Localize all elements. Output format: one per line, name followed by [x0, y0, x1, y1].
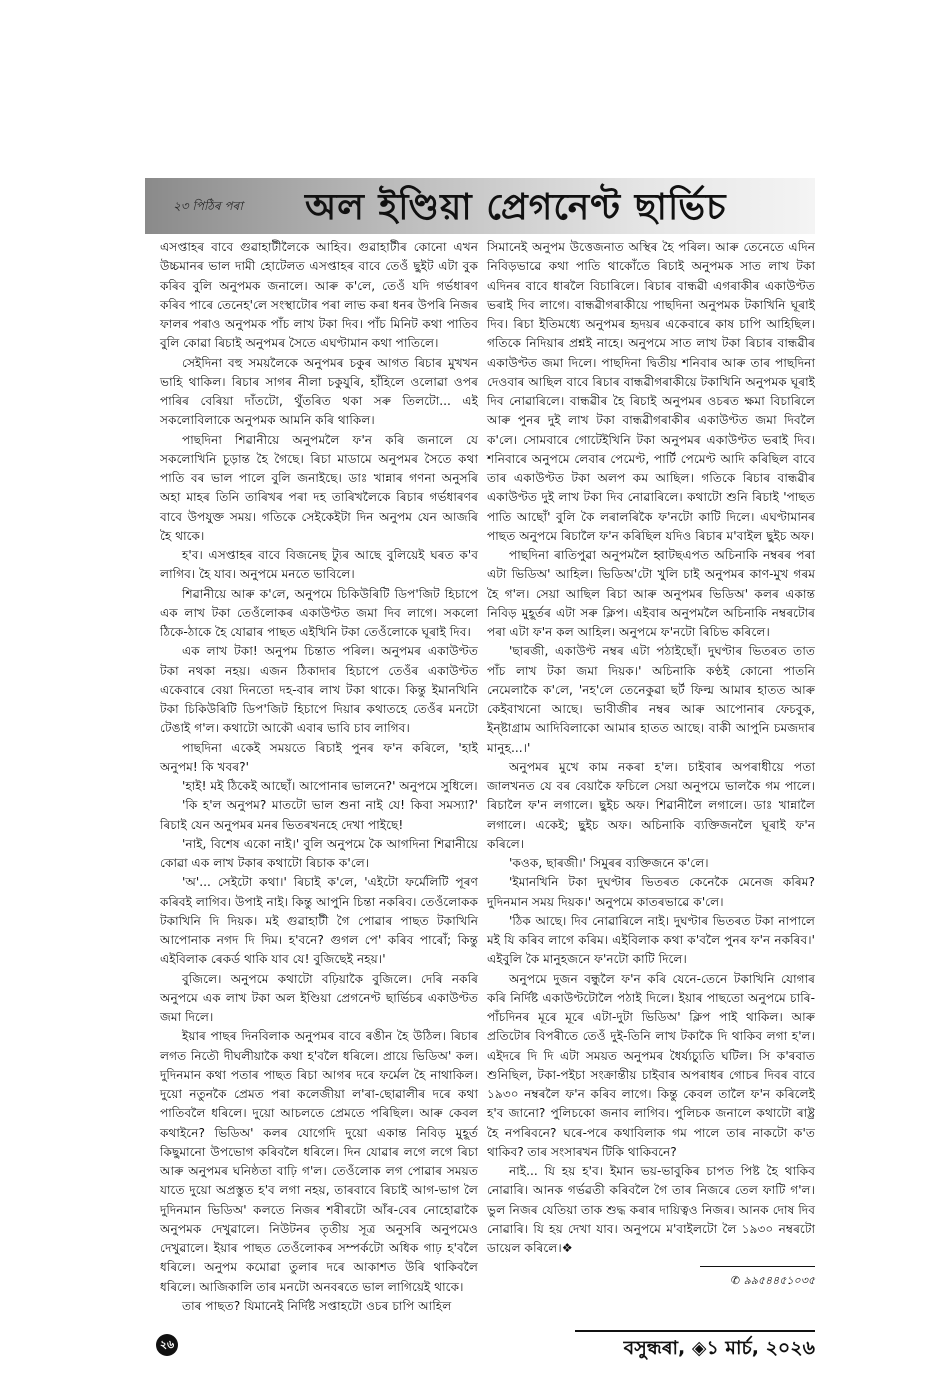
- paragraph: ইয়াৰ পাছৰ দিনবিলাক অনুপমৰ বাবে ৰঙীন হৈ উঠিল। ৰিচাৰ লগত নিতৌ দীঘলীয়াকৈ কথা হ'বলৈ ধৰিলে। প্ৰায়ে ভিডিঅ' কল। দুদিনমান কথা পতাৰ পাছত ৰিচা আগৰ দৰে ফৰ্মেল হৈ নাথাকিল। দুয়ো নতুনকৈ প্ৰেমত পৰা কলেজীয়া ল'ৰা-ছোৱালীৰ দৰে কথা পাতিবলৈ ধৰিলে। দুয়ো আচলতে প্ৰেমতে পৰিছিল। আৰু কেবল কথাইনে? ভিডিঅ' কলৰ যোগেদি দুয়ো একান্ত নিবিড় মুহূৰ্ত কিছুমানো উপভোগ কৰিবলৈ ধৰিলে। দিন যোৱাৰ লগে লগে ৰিচা আৰু অনুপমৰ ঘনিষ্ঠতা বাঢ়ি গ'ল। তেওঁলোক লগ পোৱাৰ সময়ত যাতে দুয়ো অপ্ৰস্তুত হ'ব লগা নহয়, তাৰবাবে ৰিচাই আগ-ভাগ লৈ দুদিনমান ভিডিঅ' কলতে নিজৰ শৰীৰটো আঁৰ-বেৰ নোহোৱাকৈ অনুপমক দেখুৱালে। নিউটনৰ তৃতীয় সূত্ৰ অনুসৰি অনুপমেও দেখুৱালে। ইয়াৰ পাছত তেওঁলোকৰ সম্পৰ্কটো অধিক গাঢ় হ'বলৈ ধৰিলে। অনুপম কমোৱা তুলাৰ দৰে আকাশত উৰি থাকিবলৈ ধৰিলে। আজিকালি তাৰ মনটো অনবৰতে ভাল লাগিয়েই থাকে।: [160, 1029, 478, 1294]
- article-body: [160, 238, 815, 1316]
- paragraph: পাছদিনা শিৱানীয়ে অনুপমলৈ ফ'ন কৰি জনালে যে সকলোখিনি চূড়ান্ত হৈ গৈছে। ৰিচা মাডামে অনুপমৰ সৈতে কথা পাতি বৰ ভাল পালে বুলি জনাইছে। ডাঃ খান্নাৰ গণনা অনুসৰি অহা মাহৰ তিনি তাৰিখৰ পৰা দহ তাৰিখলৈকে ৰিচাৰ গৰ্ভধাৰণৰ বাবে উপযুক্ত সময়। গতিকে সেইকেইটা দিন অনুপম যেন আজৰি হৈ থাকে।: [160, 432, 478, 543]
- signature-block: [487, 1266, 815, 1289]
- footer-right: [575, 1330, 815, 1360]
- author-contact: ✆ ৯৯৫৪৪৫১০৩৫: [730, 1274, 815, 1288]
- paragraph: নাই... যি হয় হ'ব। ইমান ভয়-ভাবুকিৰ চাপত পিষ্ট হৈ থাকিব নোৱাৰি। আনক গৰ্ভৱতী কৰিবলৈ গৈ তাৰ নিজৰে তেল ফাটি গ'ল। ভুল নিজৰ যেতিয়া তাক শুদ্ধ কৰাৰ দায়িত্বও নিজৰ। আনক দোষ দিব নোৱাৰি। যি হয় দেখা যাব। অনুপমে ম'বাইলটো লৈ ১৯৩০ নম্বৰটো ডায়েল কৰিলে।❖: [487, 1164, 815, 1255]
- signature-divider: [700, 1266, 815, 1267]
- paragraph: সিমানেই অনুপম উত্তেজনাত অস্থিৰ হৈ পৰিল। আৰু তেনেতে এদিন নিবিড়ভাৱে কথা পাতি থাকোঁতে ৰিচাই অনুপমক সাত লাখ টকা এদিনৰ বাবে ধাৰলৈ বিচাৰিলে। ৰিচাৰ বান্ধৱী এগৰাকীৰ একাউণ্টত ভৰাই দিব লাগে। বান্ধৱীগৰাকীয়ে পাছদিনা অনুপমক টকাখিনি ঘূৰাই দিব। ৰিচা ইতিমধ্যে অনুপমৰ হৃদয়ৰ একেবাৰে কাষ চাপি আহিছিল। গতিকে নিদিয়াৰ প্ৰশ্নই নাহে। অনুপমে সাত লাখ টকা ৰিচাৰ বান্ধৱীৰ একাউণ্টত জমা দিলে। পাছদিনা দ্বিতীয় শনিবাৰ আৰু তাৰ পাছদিনা দেওবাৰ আছিল বাবে ৰিচাৰ বান্ধৱীগৰাকীয়ে টকাখিনি অনুপমক ঘূৰাই দিব নোৱাৰিলে। বান্ধৱীৰ হৈ ৰিচাই অনুপমৰ ওচৰত ক্ষমা বিচাৰিলে আৰু পুনৰ দুই লাখ টকা বান্ধৱীগৰাকীৰ একাউণ্টত জমা দিবলৈ ক'লে। সোমবাৰে গোটেইখিনি টকা অনুপমৰ একাউণ্টত ভৰাই দিব। শনিবাৰে অনুপমে লেবাৰ পেমেণ্ট, পাৰ্টি পেমেণ্ট আদি কৰিছিল বাবে তাৰ একাউণ্টত টকা অলপ কম আছিল। গতিকে ৰিচাৰ বান্ধৱীৰ একাউণ্টত দুই লাখ টকা দিব নোৱাৰিলে। কথাটো শুনি ৰিচাই 'পাছত পাতি আছোঁ' বুলি কৈ লৰালৰিকৈ ফ'নটো কাটি দিলে। এঘণ্টামানৰ পাছত অনুপমে ৰিচালৈ ফ'ন কৰিছিল যদিও ৰিচাৰ ম'বাইল ছুইচ অফ।: [487, 240, 815, 543]
- paragraph: শিৱানীয়ে আৰু ক'লে, অনুপমে চিকিউৰিটি ডিপ'জিট হিচাপে এক লাখ টকা তেওঁলোকৰ একাউণ্টত জমা দিব লাগে। সকলো ঠিকে-ঠাকে হৈ যোৱাৰ পাছত এইখিনি টকা তেওঁলোকে ঘূৰাই দিব।: [160, 586, 478, 639]
- page-footer: [156, 1330, 815, 1360]
- paragraph: 'হাই! মই ঠিকেই আছোঁ। আপোনাৰ ভালনে?' অনুপমে সুধিলে।: [182, 779, 478, 793]
- paragraph: অনুপমৰ মুখে কাম নকৰা হ'ল। চাইবাৰ অপৰাধীয়ে পতা জালখনত যে বৰ বেয়াকৈ ফচিলে সেয়া অনুপমে ভালকৈ গম পালে। ৰিচালৈ ফ'ন লগালে। ছুইচ অফ। শিৱানীলৈ লগালে। ডাঃ খান্নালৈ লগালে। একেই; ছুইচ অফ। অচিনাকি ব্যক্তিজনলৈ ঘূৰাই ফ'ন কৰিলে।: [487, 759, 815, 851]
- paragraph: পাছদিনা ৰাতিপুৱা অনুপমলৈ হ্বাটছএপত অচিনাকি নম্বৰৰ পৰা এটা ভিডিঅ' আহিল। ভিডিঅ'টো খুলি চাই অনুপমৰ কাণ-মুখ গৰম হৈ গ'ল। সেয়া আছিল ৰিচা আৰু অনুপমৰ ভিডিঅ' কলৰ একান্ত নিবিড় মুহূৰ্তৰ এটা সৰু ক্লিপ। এইবাৰ অনুপমলৈ অচিনাকি নম্বৰটোৰ পৰা এটা ফ'ন কল আহিল। অনুপমে ফ'নটো ৰিচিভ কৰিলে।: [487, 548, 815, 639]
- right-column: [487, 238, 815, 1316]
- paragraph: পাছদিনা একেই সময়তে ৰিচাই পুনৰ ফ'ন কৰিলে, 'হাই অনুপম! কি খবৰ?': [160, 740, 478, 774]
- left-column: [160, 238, 478, 1316]
- paragraph: সেইদিনা বহু সময়লৈকে অনুপমৰ চকুৰ আগত ৰিচাৰ মুখখন ভাহি থাকিল। ৰিচাৰ সাগৰ নীলা চকুযুৰি, হাঁহিলে ওলোৱা ওপৰ পাৰিৰ বেৰিয়া দাঁতটো, থুঁতৰিত থকা সৰু তিলটো... এই সকলোবিলাকে অনুপমক আমনি কৰি থাকিল।: [160, 355, 478, 428]
- paragraph: এক লাখ টকা! অনুপম চিন্তাত পৰিল। অনুপমৰ একাউণ্টত টকা নথকা নহয়। এজন ঠিকাদাৰ হিচাপে তেওঁৰ একাউণ্টত একেবাৰে বেয়া দিনতো দহ-বাৰ লাখ টকা থাকে। কিন্তু ইমানখিনি টকা চিকিউৰিটি ডিপ'জিট হিচাপে দিয়াৰ কথাতহে তেওঁৰ মনটো টেঙাই গ'ল। কথাটো আকৌ এবাৰ ভাবি চাব লাগিব।: [160, 644, 478, 736]
- paragraph: 'অ'... সেইটো কথা।' ৰিচাই ক'লে, 'এইটো ফৰ্মেলিটি পূৰণ কৰিবই লাগিব। উপাই নাই। কিন্তু আপুনি চিন্তা নকৰিব। তেওঁলোকক টকাখিনি দি দিয়ক। মই গুৱাহাটী গৈ পোৱাৰ পাছত টকাখিনি আপোনাক নগদ দি দিম। হ'বনে? গুগল পে' কৰিব পাৰোঁ; কিন্তু এইবিলাক ৰেকৰ্ড থাকি যাব যে! বুজিছেই নহয়।': [160, 875, 478, 967]
- paragraph: হ'ব। এসপ্তাহৰ বাবে বিজনেছ ট্যুৰ আছে বুলিয়েই ঘৰত ক'ব লাগিব। হৈ যাব। অনুপমে মনতে ভাবিলে।: [160, 548, 478, 582]
- paragraph: 'কি হ'ল অনুপম? মাতটো ভাল শুনা নাই যে! কিবা সমস্যা?' ৰিচাই যেন অনুপমৰ মনৰ ভিতৰখনহে দেখা পাইছে!: [160, 798, 478, 832]
- page-number: ২৬: [156, 1334, 178, 1356]
- paragraph: এসপ্তাহৰ বাবে গুৱাহাটীলৈকে আহিব। গুৱাহাটীৰ কোনো এখন উচ্চমানৰ ভাল দামী হোটেলত এসপ্তাহৰ বাবে তেওঁ ছুইট এটা বুক কৰিব বুলি অনুপমক জনালে। আৰু ক'লে, তেওঁ যদি গৰ্ভধাৰণ কৰিব পাৰে তেনেহ'লে সংস্থাটোৰ পৰা লাভ কৰা ধনৰ উপৰি নিজৰ ফালৰ পৰাও অনুপমক পাঁচ লাখ টকা দিব। পাঁচ মিনিট কথা পাতিব বুলি কোৱা ৰিচাই অনুপমৰ সৈতে এঘণ্টামান কথা পাতিলে।: [160, 240, 478, 351]
- paragraph: 'ঠিক আছে। দিব নোৱাৰিলে নাই। দুঘণ্টাৰ ভিতৰত টকা নাপালে মই যি কৰিব লাগে কৰিম। এইবিলাক কথা ক'বলৈ পুনৰ ফ'ন নকৰিব।' এইবুলি কৈ মানুহজনে ফ'নটো কাটি দিলে।: [487, 913, 815, 967]
- paragraph: 'ইমানখিনি টকা দুঘণ্টাৰ ভিতৰত কেনেকৈ মেনেজ কৰিম? দুদিনমান সময় দিয়ক।' অনুপমে কাতৰভাৱে ক'লে।: [487, 875, 815, 909]
- paragraph: অনুপমে দুজন বন্ধুলৈ ফ'ন কৰি যেনে-তেনে টকাখিনি যোগাৰ কৰি নিৰ্দিষ্ট একাউণ্টটোলৈ পঠাই দিলে। ইয়াৰ পাছতো অনুপমে চাৰি-পাঁচদিনৰ মূৰে মূৰে এটা-দুটা ভিডিঅ' ক্লিপ পাই থাকিল। আৰু প্ৰতিটোৰ বিপৰীতে তেওঁ দুই-তিনি লাখ টকাকৈ দি থাকিব লগা হ'ল। এইদৰে দি দি এটা সময়ত অনুপমৰ ধৈৰ্য্যচ্যুতি ঘটিল। সি ক'ৰবাত শুনিছিল, টকা-পইচা সংক্ৰান্তীয় চাইবাৰ অপৰাধৰ গোচৰ দিবৰ বাবে ১৯৩০ নম্বৰলৈ ফ'ন কৰিব লাগে। কিন্তু কেবল তালৈ ফ'ন কৰিলেই হ'ব জানো? পুলিচকো জনাব লাগিব। পুলিচক জনালে কথাটো ৰাষ্ট্ৰ হৈ নপৰিবনে? ঘৰে-পৰে কথাবিলাক গম পালে তাৰ নাকটো ক'ত থাকিব? তাৰ সংসাৰখন টিকি থাকিবনে?: [487, 971, 815, 1159]
- paragraph: 'নাই, বিশেষ একো নাই।' বুলি অনুপমে কৈ আগদিনা শিৱানীয়ে কোৱা এক লাখ টকাৰ কথাটো ৰিচাক ক'লে।: [160, 836, 478, 870]
- continued-from-label: ২৩ পিঠিৰ পৰা: [173, 199, 243, 213]
- article-title: অল ইণ্ডিয়া প্ৰেগনেণ্ট ছাৰ্ভিচ: [305, 187, 727, 228]
- paragraph: 'কওক, ছাৰজী।' সিমুৰৰ ব্যক্তিজনে ক'লে।: [509, 856, 709, 870]
- paragraph: বুজিলে। অনুপমে কথাটো বঢ়িয়াকৈ বুজিলে। দেৰি নকৰি অনুপমে এক লাখ টকা অল ইণ্ডিয়া প্ৰেগনেণ্ট ছাৰ্ভিচৰ একাউণ্টত জমা দিলে।: [160, 971, 478, 1024]
- publication-footer: বসুন্ধৰা, ◈১ মাৰ্চ, ২০২৬: [623, 1337, 815, 1359]
- footer-divider: [575, 1330, 815, 1332]
- paragraph: 'ছাৰজী, একাউণ্ট নম্বৰ এটা পঠাইছোঁ। দুঘণ্টাৰ ভিতৰত তাত পাঁচ লাখ টকা জমা দিয়ক।' অচিনাকি কণ্ঠই কোনো পাতনি নেমেলাকৈ ক'লে, 'নহ'লে তেনেকুৱা ছৰ্ট ফিল্ম আমাৰ হাতত আৰু কেইবাখনো আছে। ভাবীজীৰ নম্বৰ আৰু আপোনাৰ ফেচবুক, ইন্‌ষ্টাগ্ৰাম আদিবিলাকো আমাৰ হাতত আছে। বাকী আপুনি চমজদাৰ মানুহ...।': [487, 644, 815, 755]
- article-header-banner: [145, 178, 815, 234]
- paragraph: তাৰ পাছত? যিমানেই নিৰ্দিষ্ট সপ্তাহটো ওচৰ চাপি আহিল: [182, 1298, 452, 1313]
- magazine-page: [145, 0, 815, 1400]
